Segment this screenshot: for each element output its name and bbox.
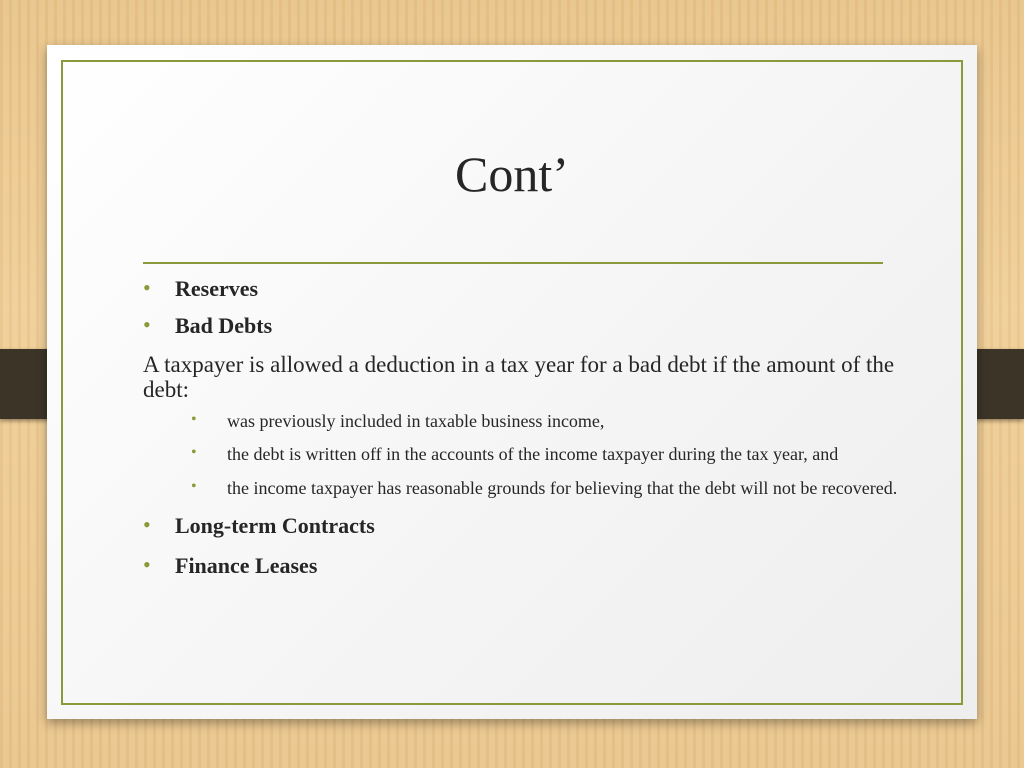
bullet-dot-icon: • <box>143 311 151 337</box>
bullet-dot-icon: • <box>143 552 151 578</box>
bullet-bad-debts <box>143 312 903 341</box>
bullet-text: Reserves <box>175 276 259 301</box>
sub-bullet-text: the income taxpayer has reasonable grounds for believing that the debt will not be recovered. <box>227 477 898 498</box>
sub-bullet-text: was previously included in taxable business income, <box>227 410 605 431</box>
bullet-text: Long-term Contracts <box>175 512 375 538</box>
sub-bullet-text: the debt is written off in the accounts of the income taxpayer during the tax year, and <box>227 444 839 465</box>
bullet-text: Finance Leases <box>175 553 318 579</box>
slide-paper <box>47 45 977 719</box>
bullet-dot-icon: • <box>191 410 197 428</box>
bullet-reserves <box>143 275 903 304</box>
bad-debt-paragraph: A taxpayer is allowed a deduction in a tax year for a bad debt if the amount of the debt: <box>143 352 895 403</box>
title-divider <box>143 262 883 264</box>
bullet-dot-icon: • <box>143 275 151 300</box>
slide-title: Cont’ <box>455 146 569 202</box>
sub-bullet-3 <box>143 478 903 500</box>
sub-bullet-2 <box>143 444 903 466</box>
bullet-dot-icon: • <box>191 444 197 462</box>
bullet-finance-leases <box>143 552 903 581</box>
bullet-dot-icon: • <box>191 477 197 495</box>
bullet-text: Bad Debts <box>175 312 273 338</box>
bullet-dot-icon: • <box>143 511 151 537</box>
bullet-long-term-contracts <box>143 512 903 541</box>
sub-bullet-1 <box>143 411 903 433</box>
slide-content <box>143 275 903 581</box>
